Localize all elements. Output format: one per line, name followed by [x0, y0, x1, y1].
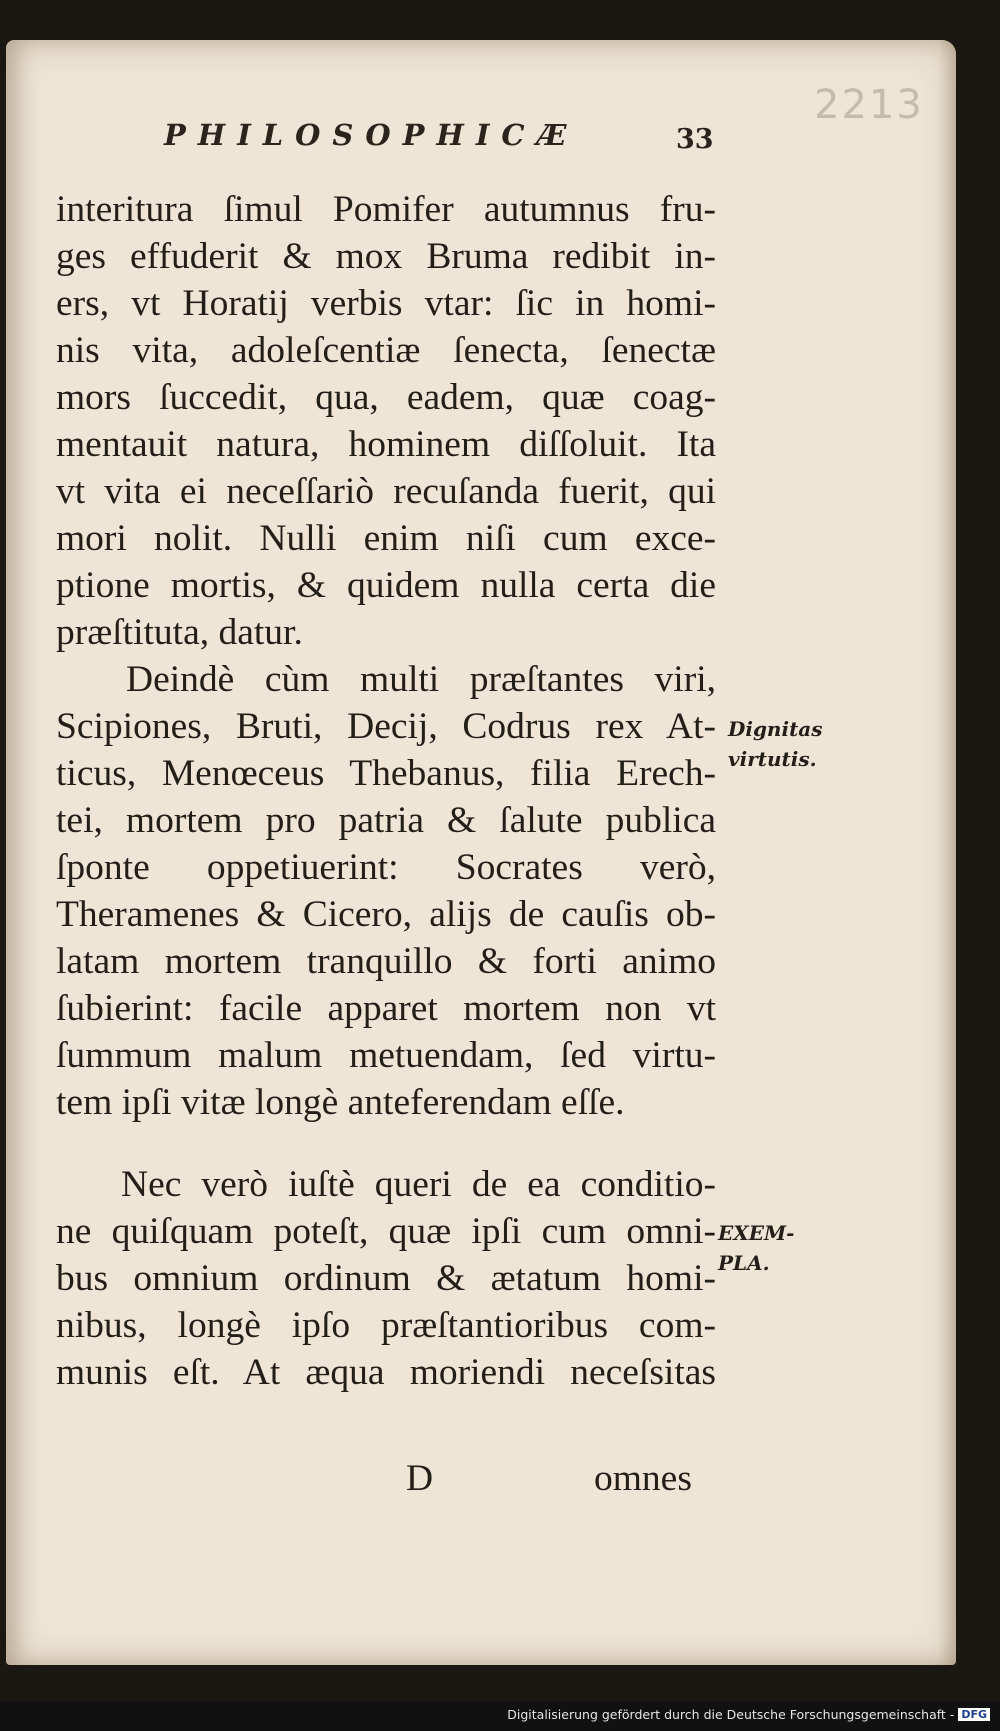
body-text: [56, 186, 716, 1396]
footer-credit: [507, 1707, 990, 1722]
footer-bar: [0, 1701, 1000, 1731]
text-line: mentauit natura, hominem diſſoluit. Ita: [56, 424, 716, 465]
text-line: Scipiones, Bruti, Decij, Codrus rex At-: [56, 706, 716, 747]
pencil-annotation: 2213: [814, 82, 924, 128]
book-page: [6, 40, 956, 1665]
page-edge-shadow: [938, 40, 956, 1665]
text-line: ſponte oppetiuerint: Socrates verò,: [56, 847, 716, 888]
text-line: Theramenes & Cicero, alijs de cauſis ob-: [56, 894, 716, 935]
text-line: Nec verò iuſtè queri de ea conditio-: [121, 1164, 716, 1205]
footer-credit-text: Digitalisierung gefördert durch die Deutsche Forschungsgemeinschaft -: [507, 1707, 955, 1722]
text-line: Deindè cùm multi præſtantes viri,: [126, 659, 716, 700]
marginal-note-line: Dignitas: [728, 717, 823, 741]
catchword: omnes: [594, 1458, 692, 1499]
text-line: ers, vt Horatij verbis vtar: ſic in homi-: [56, 283, 716, 324]
text-line: ticus, Menœceus Thebanus, filia Erech-: [56, 753, 716, 794]
text-line: bus omnium ordinum & ætatum homi-: [56, 1258, 716, 1299]
text-line: ne quiſquam poteſt, quæ ipſi cum omni-: [56, 1211, 716, 1252]
page-number: 33: [676, 124, 714, 155]
marginal-note-line: EXEM-: [718, 1221, 795, 1245]
running-head: PHILOSOPHICÆ: [164, 118, 579, 152]
text-line: munis eſt. At æqua moriendi neceſsitas: [56, 1352, 716, 1393]
text-line: vt vita ei neceſſariò recuſanda fuerit, qui: [56, 471, 716, 512]
text-line: ſummum malum metuendam, ſed virtu-: [56, 1035, 716, 1076]
signature-mark: D: [406, 1458, 434, 1499]
text-line: nibus, longè ipſo præſtantioribus com-: [56, 1305, 716, 1346]
text-line: latam mortem tranquillo & forti animo: [56, 941, 716, 982]
text-line: interitura ſimul Pomifer autumnus fru-: [56, 189, 716, 230]
dfg-logo-icon: DFG: [958, 1708, 990, 1721]
text-line: ges effuderit & mox Bruma redibit in-: [56, 236, 716, 277]
text-line: ptione mortis, & quidem nulla certa die: [56, 565, 716, 606]
marginal-note-dignitas: [728, 714, 823, 774]
marginal-note-exempla: [718, 1218, 794, 1278]
text-line: tem ipſi vitæ longè anteferendam eſſe.: [56, 1082, 625, 1123]
text-line: ſubierint: facile apparet mortem non vt: [56, 988, 716, 1029]
text-line: tei, mortem pro patria & ſalute publica: [56, 800, 716, 841]
text-line: mors ſuccedit, qua, eadem, quæ coag-: [56, 377, 716, 418]
marginal-note-line: virtutis.: [728, 747, 817, 771]
text-line: nis vita, adoleſcentiæ ſenecta, ſenectæ: [56, 330, 716, 371]
text-line: mori nolit. Nulli enim niſi cum exce-: [56, 518, 716, 559]
text-line: præſtituta, datur.: [56, 612, 303, 653]
marginal-note-line: PLA.: [718, 1251, 770, 1275]
paragraph-gap: [56, 1126, 716, 1161]
